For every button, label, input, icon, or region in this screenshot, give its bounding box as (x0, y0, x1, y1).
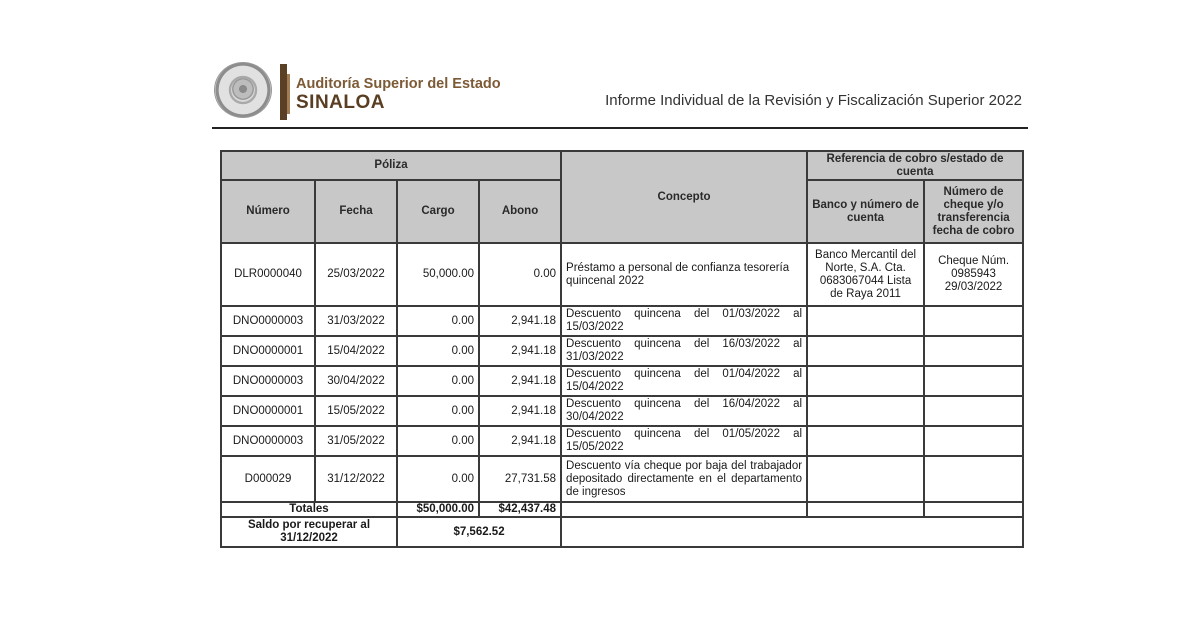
cell-cheque (924, 306, 1023, 336)
header-fecha: Fecha (315, 180, 397, 243)
header-abono: Abono (479, 180, 561, 243)
cell-cargo: 50,000.00 (397, 243, 479, 306)
cell-abono: 2,941.18 (479, 336, 561, 366)
totals-row (221, 502, 1023, 517)
cell-banco: Banco Mercantil del Norte, S.A. Cta. 0683067044 Lista de Raya 2011 (807, 243, 924, 306)
cell-fecha: 31/05/2022 (315, 426, 397, 456)
cell-abono: 2,941.18 (479, 426, 561, 456)
cell-abono: 0.00 (479, 243, 561, 306)
table-row (221, 243, 1023, 306)
cell-numero: DNO0000003 (221, 366, 315, 396)
cell-banco (807, 456, 924, 502)
cell-cargo: 0.00 (397, 306, 479, 336)
cell-cheque (924, 426, 1023, 456)
org-name: Auditoría Superior del Estado (296, 76, 501, 92)
totals-label: Totales (221, 502, 397, 517)
header-cheque: Número de cheque y/o transferencia fecha de cobro (924, 180, 1023, 243)
saldo-label: Saldo por recuperar al 31/12/2022 (221, 517, 397, 547)
org-state: SINALOA (296, 92, 385, 113)
cell-cheque (924, 456, 1023, 502)
cell-cheque: Cheque Núm. 0985943 29/03/2022 (924, 243, 1023, 306)
cell-fecha: 30/04/2022 (315, 366, 397, 396)
cell-fecha: 15/05/2022 (315, 396, 397, 426)
table-row (221, 426, 1023, 456)
cell-cheque (924, 336, 1023, 366)
state-seal-icon (214, 62, 272, 118)
cell-fecha: 31/03/2022 (315, 306, 397, 336)
cell-fecha: 15/04/2022 (315, 336, 397, 366)
cell-concepto: Descuento quincena del 01/05/2022 al 15/05/2022 (561, 426, 807, 456)
totals-empty-banco (807, 502, 924, 517)
cell-concepto: Descuento quincena del 01/04/2022 al 15/04/2022 (561, 366, 807, 396)
logo-bar-light (287, 74, 290, 114)
cell-numero: D000029 (221, 456, 315, 502)
logo-bar-dark (280, 64, 287, 120)
poliza-table (220, 150, 1024, 548)
totals-cargo: $50,000.00 (397, 502, 479, 517)
header-referencia: Referencia de cobro s/estado de cuenta (807, 151, 1023, 180)
cell-numero: DNO0000003 (221, 426, 315, 456)
table-row (221, 396, 1023, 426)
cell-cargo: 0.00 (397, 336, 479, 366)
cell-abono: 2,941.18 (479, 366, 561, 396)
table-row (221, 456, 1023, 502)
cell-concepto: Préstamo a personal de confianza tesorería quincenal 2022 (561, 243, 807, 306)
saldo-empty (561, 517, 1023, 547)
header-divider (212, 127, 1028, 129)
totals-abono: $42,437.48 (479, 502, 561, 517)
cell-concepto: Descuento quincena del 16/03/2022 al 31/03/2022 (561, 336, 807, 366)
header-concepto: Concepto (561, 151, 807, 243)
cell-banco (807, 396, 924, 426)
cell-banco (807, 366, 924, 396)
cell-concepto: Descuento quincena del 01/03/2022 al 15/03/2022 (561, 306, 807, 336)
totals-empty-concepto (561, 502, 807, 517)
cell-cheque (924, 396, 1023, 426)
table-row (221, 306, 1023, 336)
header-numero: Número (221, 180, 315, 243)
header-cargo: Cargo (397, 180, 479, 243)
saldo-row (221, 517, 1023, 547)
cell-numero: DLR0000040 (221, 243, 315, 306)
cell-cargo: 0.00 (397, 366, 479, 396)
totals-empty-cheque (924, 502, 1023, 517)
table-row (221, 366, 1023, 396)
cell-abono: 2,941.18 (479, 306, 561, 336)
table-row (221, 336, 1023, 366)
cell-fecha: 31/12/2022 (315, 456, 397, 502)
cell-concepto: Descuento vía cheque por baja del trabajador depositado directamente en el departamento de ingresos (561, 456, 807, 502)
cell-banco (807, 426, 924, 456)
cell-abono: 27,731.58 (479, 456, 561, 502)
cell-cargo: 0.00 (397, 396, 479, 426)
cell-abono: 2,941.18 (479, 396, 561, 426)
cell-cargo: 0.00 (397, 426, 479, 456)
cell-fecha: 25/03/2022 (315, 243, 397, 306)
cell-cheque (924, 366, 1023, 396)
report-title: Informe Individual de la Revisión y Fiscalización Superior 2022 (605, 92, 1022, 109)
cell-numero: DNO0000003 (221, 306, 315, 336)
cell-numero: DNO0000001 (221, 396, 315, 426)
cell-banco (807, 336, 924, 366)
saldo-value: $7,562.52 (397, 517, 561, 547)
cell-banco (807, 306, 924, 336)
report-header (0, 0, 1200, 135)
header-banco: Banco y número de cuenta (807, 180, 924, 243)
cell-concepto: Descuento quincena del 16/04/2022 al 30/04/2022 (561, 396, 807, 426)
cell-cargo: 0.00 (397, 456, 479, 502)
cell-numero: DNO0000001 (221, 336, 315, 366)
header-poliza: Póliza (221, 151, 561, 180)
